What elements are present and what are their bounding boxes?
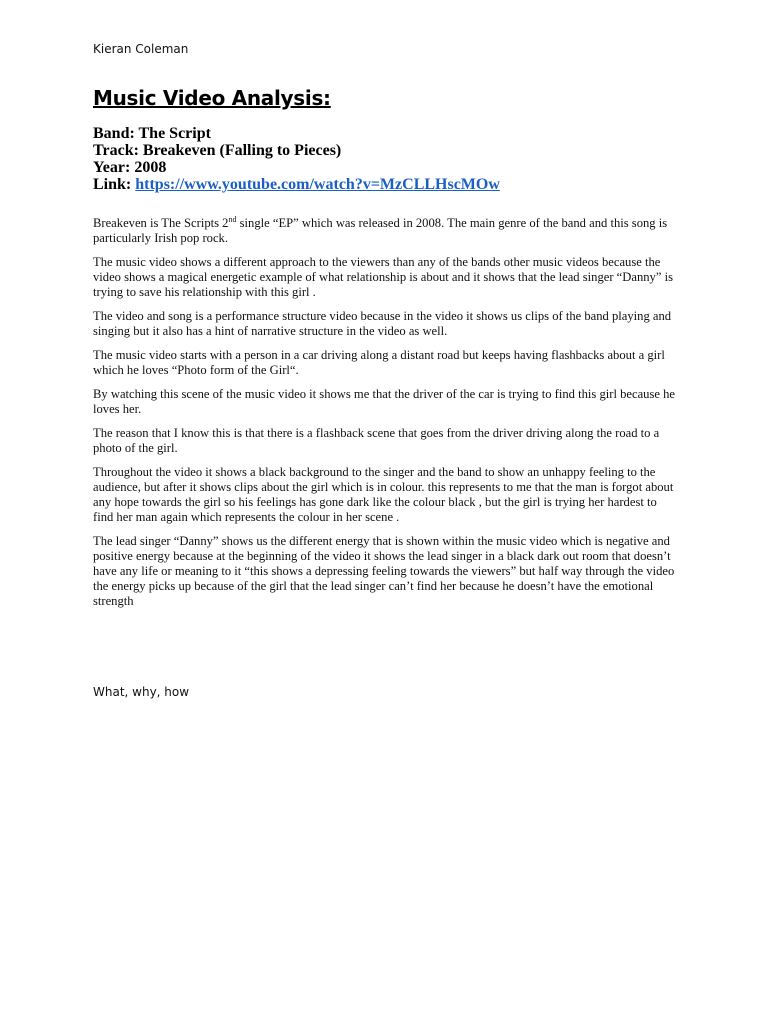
link-line [93,176,500,193]
year-line: Year: 2008 [93,159,167,176]
link-label: Link: [93,176,136,193]
author-name: Kieran Coleman [93,42,189,56]
intro-paragraph [93,216,677,246]
ordinal-suffix: nd [228,214,237,224]
intro-text-start: Breakeven is The Scripts 2 [93,216,229,230]
song-metadata [93,125,500,193]
track-line: Track: Breakeven (Falling to Pieces) [93,142,342,159]
page-title: Music Video Analysis: [93,86,331,110]
band-line: Band: The Script [93,125,211,142]
paragraph: Throughout the video it shows a black background to the singer and the band to show an unhappy feeling to the audience, but after it shows clips about the girl which is in colour. this represents to me that the man is forgot about any hope towards the girl so his feelings has gone dark like the colour black , but the girl is trying her hardest to find her man again which represents the colour in her scene . [93,465,674,524]
paragraph: The lead singer “Danny” shows us the different energy that is shown within the music video which is negative and positive energy because at the beginning of the video it shows the lead singer in a black dark out room that doesn’t have any life or meaning to it “this shows a depressing feeling towards the viewers” but half way through the video the energy picks up because of the girl that the lead singer can’t find her because he doesn’t have the emotional strength [93,534,675,608]
footer-note: What, why, how [93,685,190,699]
analysis-body [93,216,677,618]
intro-text-end: single “EP” which was released in 2008. The main genre of the band and this song is particularly Irish pop rock. [93,216,668,245]
paragraph: The video and song is a performance structure video because in the video it shows us clips of the band playing and singing but it also has a hint of narrative structure in the video as well. [93,309,672,338]
youtube-link[interactable]: https://www.youtube.com/watch?v=MzCLLHscMOw [135,176,500,193]
paragraph: The reason that I know this is that there is a flashback scene that goes from the driver driving along the road to a photo of the girl. [93,426,660,455]
paragraph: The music video shows a different approach to the viewers than any of the bands other music videos because the video shows a magical energetic example of what relationship is about and it shows that the lead singer “Danny” is trying to save his relationship with this girl . [93,255,673,299]
paragraph: The music video starts with a person in a car driving along a distant road but keeps having flashbacks about a girl which he loves “Photo form of the Girl“. [93,348,665,377]
paragraph: By watching this scene of the music video it shows me that the driver of the car is trying to find this girl because he loves her. [93,387,675,416]
